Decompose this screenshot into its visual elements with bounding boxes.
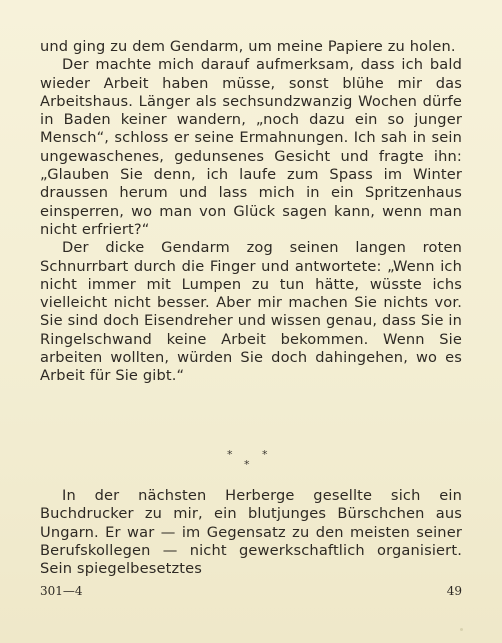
- paragraph-herberge: In der nächsten Herberge gesellte sich ein Buchdrucker zu mir, ein blutjunges Bürschchen aus Ungarn. Er war — im Gegensatz zu den meisten seiner Berufskollegen — nicht gewerkschaftlich organisiert. Sein spiegelbesetztes: [40, 487, 462, 578]
- asterisk-right: *: [262, 448, 268, 461]
- paper-speck: [460, 628, 463, 631]
- paragraph-gendarm-reply: Der dicke Gendarm zog seinen langen roten Schnurrbart durch die Finger und antwortete: „Wenn ich nicht immer mit Lumpen zu tun hätte, wüsste ichs vielleicht nicht besser. Aber mir machen Sie nichts vor. Sie sind doch Eisendreher und wissen genau, dass Sie in Ringelschwand keine Arbeit bekommen. Wenn Sie arbeiten wollten, würden Sie doch dahingehen, wo es Arbeit für Sie gibt.“: [40, 239, 462, 385]
- asterisk-bottom: *: [244, 458, 250, 471]
- paragraph-continuation: und ging zu dem Gendarm, um meine Papiere zu holen.: [40, 38, 456, 55]
- body-text: [40, 38, 462, 386]
- body-text-after-break: [40, 487, 462, 578]
- page-footer: [40, 584, 462, 602]
- printer-signature: 301—4: [40, 584, 83, 598]
- page-number: 49: [446, 584, 462, 598]
- asterisk-left: *: [227, 448, 233, 461]
- section-break: [0, 448, 502, 478]
- paragraph-gendarm-warning: Der machte mich darauf aufmerksam, dass ich bald wieder Arbeit haben müsse, sonst blühe mir das Arbeitshaus. Länger als sechsundzwanzig Wochen dürfe in Baden keiner wandern, „noch dazu ein so junger Mensch“, schloss er seine Ermahnungen. Ich sah in sein ungewaschenes, gedunsenes Gesicht und fragte ihn: „Glauben Sie denn, ich laufe zum Spass im Winter draussen herum und lass mich in ein Spritzenhaus einsperren, wo man von Glück sagen kann, wenn man nicht erfriert?“: [40, 56, 462, 238]
